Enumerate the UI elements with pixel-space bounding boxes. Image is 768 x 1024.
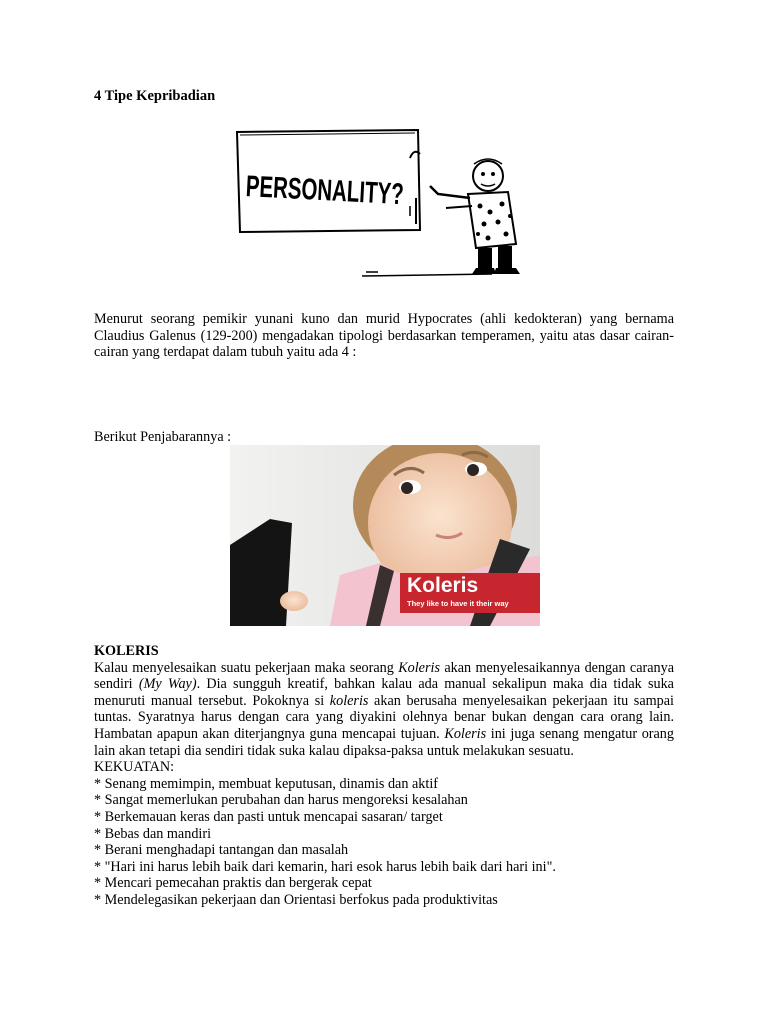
page-title: 4 Tipe Kepribadian [94, 88, 216, 104]
intro-paragraph: Menurut seorang pemikir yunani kuno dan murid Hypocrates (ahli kedokteran) yang bernama Claudius Galenus (129-200) mengadakan tipologi berdasarkan temperamen, yaitu atas dasar cairan-cairan yang terdapat dalam tubuh yaitu ada 4 : [94, 311, 674, 361]
strength-item: * Mencari pemecahan praktis dan bergerak cepat [94, 875, 372, 892]
banner-title: Koleris [407, 574, 479, 597]
body-text: . Dia sungguh kreatif, bahkan kalau ada manual sekalipun maka dia tidak suka menuruti manual tersebut. Pokoknya si [94, 676, 674, 709]
koleris-photo [230, 445, 540, 626]
body-emphasis: Koleris [444, 725, 487, 742]
strength-item: * Senang memimpin, membuat keputusan, dinamis dan aktif [94, 775, 438, 792]
banner-tagline: They like to have it their way [407, 599, 509, 608]
strength-item: * Mendelegasikan pekerjaan dan Orientasi berfokus pada produktivitas [94, 891, 498, 908]
koleris-section [94, 643, 674, 909]
strengths-list [94, 776, 674, 909]
strength-item: * "Hari ini harus lebih baik dari kemarin, hari esok harus lebih baik dari hari ini". [94, 858, 556, 875]
koleris-description [94, 660, 674, 760]
body-text: akan berusaha menyelesaikan pekerjaan itu sampai tuntas. Syaratnya harus dengan cara yang diyakini olehnya benar bukan dengan cara orang lain. Hambatan apapun akan diterjangnya guna mencapai tujuan. [94, 692, 674, 742]
sign-text: PERSONALITY? [245, 170, 479, 216]
strength-item: * Bebas dan mandiri [94, 825, 212, 842]
strength-item: * Berkemauan keras dan pasti untuk mencapai sasaran/ target [94, 808, 443, 825]
strength-item: * Berani menghadapi tantangan dan masalah [94, 842, 349, 859]
subheading: Berikut Penjabarannya : [94, 429, 232, 445]
body-emphasis: Koleris [398, 659, 440, 676]
body-text: Kalau menyelesaikan suatu pekerjaan maka seorang [94, 659, 399, 676]
strength-item: * Sangat memerlukan perubahan dan harus mengoreksi kesalahan [94, 792, 468, 809]
personality-illustration [232, 126, 538, 282]
section-heading: KOLERIS [94, 643, 159, 659]
body-text: akan menyelesaikannya dengan caranya sendiri [94, 659, 674, 693]
cartoon-man-icon [430, 159, 520, 274]
body-emphasis: koleris [329, 692, 369, 709]
strengths-heading: KEKUATAN: [94, 759, 175, 776]
body-emphasis: (My Way) [138, 676, 197, 693]
body-text: ini juga senang mengatur orang lain akan tetapi dia sendiri tidak suka kalau dipaksa-paksa untuk melakukan sesuatu. [94, 725, 674, 759]
koleris-banner [400, 573, 540, 613]
